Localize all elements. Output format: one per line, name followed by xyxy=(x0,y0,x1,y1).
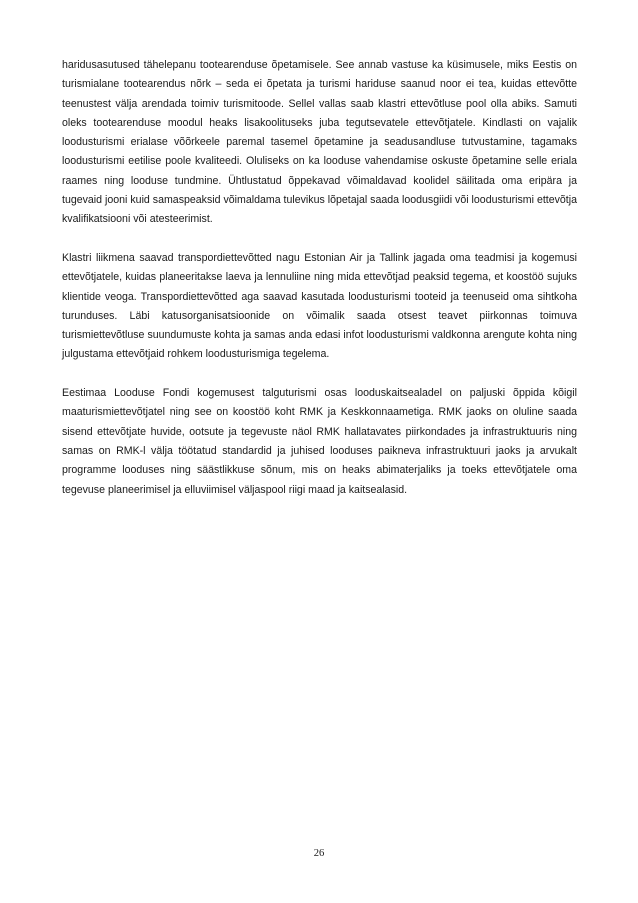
paragraph-3: Eestimaa Looduse Fondi kogemusest talguturismi osas looduskaitsealadel on paljuski õppida kõigil maaturismiettevõtjatel ning see on koostöö koht RMK ja Keskkonnaametiga. RMK jaoks on oluline saada sisend ettevõtjate huvide, ootsute ja tegevuste näol RMK hallatavates piirkondades ja infrastruktuuris ning samas on RMK-l välja töötatud standardid ja juhised looduses paikneva infrastruktuuri jaoks ja arvukalt programme looduses ning säästlikkuse sõnum, mis on heaks abimaterjaliks ja toeks ettevõtjatele oma tegevuse planeerimisel ja elluviimisel väljaspool riigi maad ja kaitsealasid. xyxy=(62,387,577,496)
page-number: 26 xyxy=(313,848,325,859)
body-text xyxy=(62,56,577,519)
paragraph-1: haridusasutused tähelepanu tootearenduse õpetamisele. See annab vastuse ka küsimusele, miks Eestis on turismialane tootearendus nõrk – seda ei õpetata ja turismi hariduse saanud noor ei tea, kuidas ettevõtte teenustest välja arendada toimiv turismitoode. Sellel vallas saab klastri ettevõtluse pool olla abiks. Samuti oleks tootearenduse moodul heaks lisakoolituseks juba tegutsevatele ettevõtjatele. Kindlasti on vajalik loodusturismi erialase võõrkeele paremal tasemel õpetamine ja seadusandluse tutvustamine, tagamaks loodusturismi eetilise poole kvaliteedi. Oluliseks on ka looduse vahendamise oskuste õpetamine selle eriala raames ning looduse tundmine. Ühtlustatud õppekavad võimaldavad koolidel säilitada oma eripära ja tugevaid jooni kuid samaspeaksid võimaldama tulevikus lõpetajal saada loodusgiidi või loodusturismi ettevõtja kvalifikatsiooni või atesteerimist. xyxy=(62,59,577,226)
paragraph-2: Klastri liikmena saavad transpordiettevõtted nagu Estonian Air ja Tallink jagada oma teadmisi ja kogemusi ettevõtjatele, kuidas planeeritakse laeva ja lennuliine ning mida ettevõtjad peaksid tegema, et koostöö sujuks klientide veoga. Transpordiettevõtted aga saavad kasutada loodusturismi tooteid ja teenuseid oma sihtkoha turunduses. Läbi katusorganisatsioonide on võimalik saada otsest teavet piirkonnas toimuva turismiettevõtluse suundumuste kohta ja samas anda edasi infot loodusturismi valdkonna arengute kohta ning julgustama ettevõtjaid rohkem loodusturismiga tegelema. xyxy=(62,251,577,361)
